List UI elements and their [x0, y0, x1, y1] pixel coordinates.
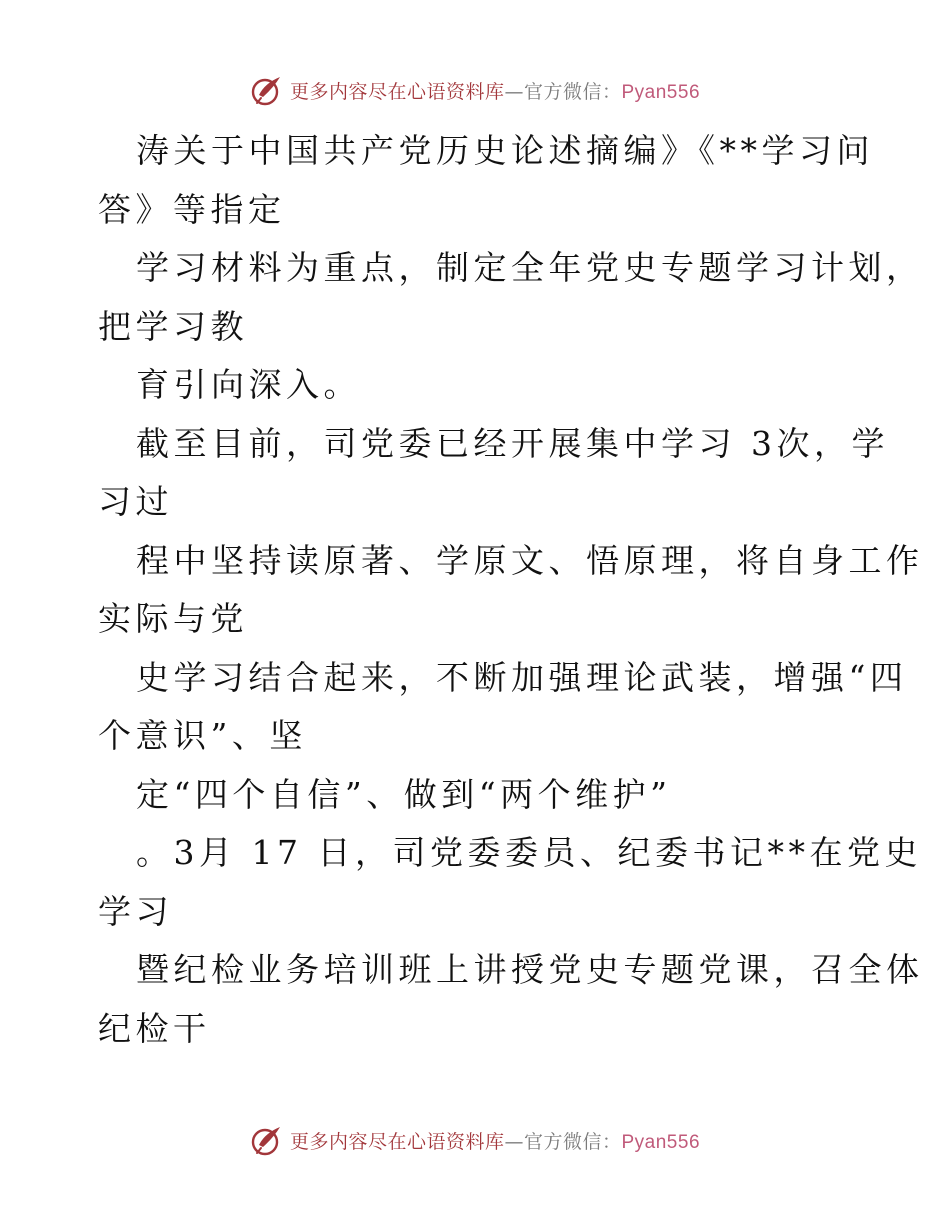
text-line: 。3月 17 日，司党委委员、纪委书记**在党史	[136, 833, 922, 872]
banner-dash: —	[504, 1130, 524, 1153]
text-line: 习过	[98, 482, 173, 521]
banner-brand: 更多内容尽在心语资料库	[289, 80, 505, 103]
banner-text	[290, 77, 700, 104]
banner-dash: —	[504, 80, 524, 103]
banner-text	[290, 1127, 700, 1154]
text-line: 个意识”、坚	[98, 716, 307, 755]
banner-wechat-id: Pyan556	[621, 81, 701, 103]
text-line: 纪检干	[98, 1008, 211, 1048]
text-line: 史学习结合起来，不断加强理论武装，增强“四	[136, 657, 908, 697]
text-line: 把学习教	[98, 306, 248, 346]
text-line: 答》等指定	[98, 189, 286, 229]
text-line: 涛关于中国共产党历史论述摘编》《**学习问	[136, 131, 874, 170]
text-line: 定“四个自信”、做到“两个维护”	[136, 774, 672, 814]
header-banner	[0, 70, 950, 110]
text-line: 学习材料为重点，制定全年党史专题学习计划，	[136, 248, 924, 287]
footer-banner	[0, 1120, 950, 1160]
quill-seal-icon	[250, 73, 284, 107]
text-line: 暨纪检业务培训班上讲授党史专题党课，召全体	[136, 950, 924, 989]
banner-wechat-id: Pyan556	[621, 1131, 701, 1153]
text-line: 程中坚持读原著、学原文、悟原理，将自身工作	[136, 540, 924, 580]
banner-wechat-label: 官方微信：	[523, 80, 622, 103]
text-line: 育引向深入。	[136, 365, 361, 404]
quill-seal-icon	[250, 1123, 284, 1157]
text-line: 截至目前，司党委已经开展集中学习 3次，学	[136, 423, 889, 463]
banner-brand: 更多内容尽在心语资料库	[289, 1130, 505, 1153]
banner-wechat-label: 官方微信：	[523, 1130, 622, 1153]
text-line: 学习	[98, 891, 173, 931]
text-line: 实际与党	[98, 599, 248, 638]
document-body	[98, 122, 924, 1058]
